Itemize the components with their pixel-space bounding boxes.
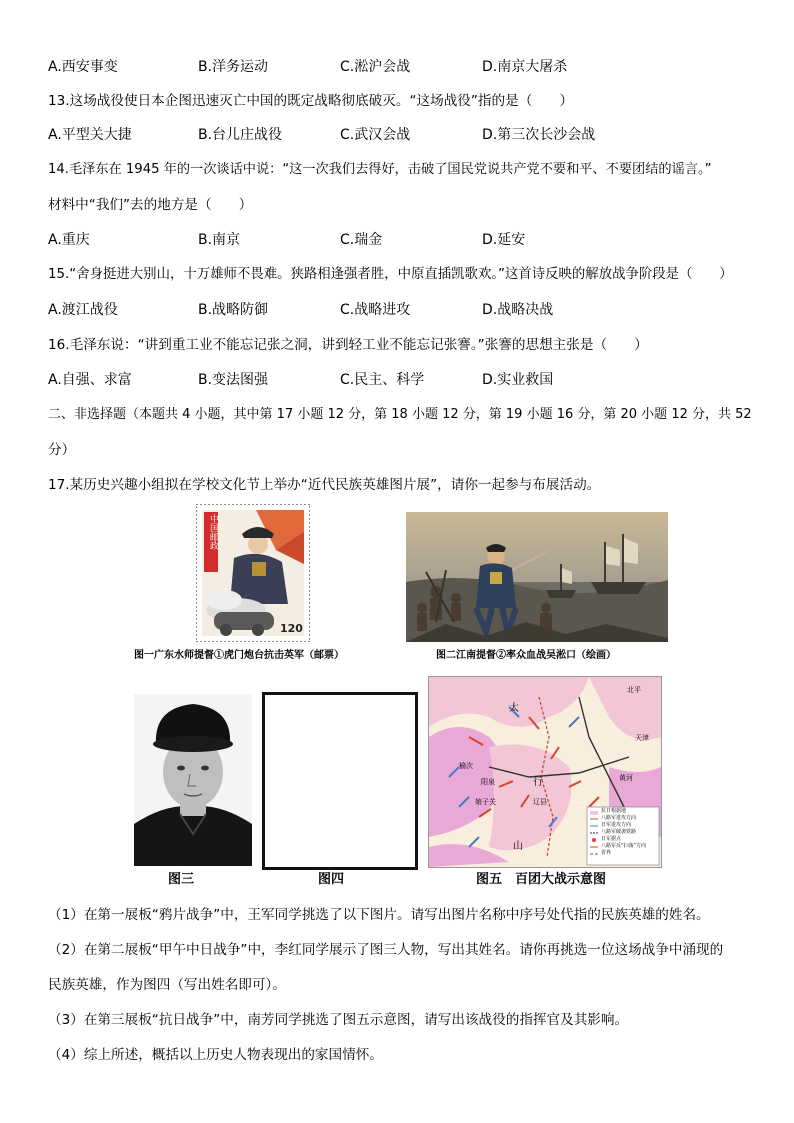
portrait-photo: [134, 694, 252, 866]
q17-sub2-line2: 民族英雄，作为图四（写出姓名即可）。: [48, 977, 286, 993]
figure-1-caption: 图一广东水师提督①虎门炮台抗击英军（邮票）: [134, 650, 344, 661]
q16-options: [48, 370, 748, 390]
q14-stem-line2: 材料中“我们”去的地方是（ ）: [48, 197, 253, 213]
map-label-yuci: 榆次: [459, 762, 473, 770]
legend-item: 日军据点: [601, 836, 622, 842]
q12-option-d[interactable]: D.南京大屠杀: [482, 59, 568, 75]
q12-option-a[interactable]: A.西安事变: [48, 59, 118, 75]
figure-2-caption: 图二江南提督②率众血战吴淞口（绘画）: [436, 650, 616, 661]
q16-option-b[interactable]: B.变法图强: [198, 372, 269, 388]
q14-stem-line1: 14.毛泽东在 1945 年的一次谈话中说：“这一次我们去得好，击破了国民党说共产党不要和平、不要团结的谣言。”: [48, 162, 712, 177]
q14-option-c[interactable]: C.瑞金: [340, 232, 383, 248]
q17-sub1: （1）在第一展板“鸦片战争”中，王军同学挑选了以下图片。请写出图片名称中序号处代指的民族英雄的姓名。: [48, 907, 710, 923]
q14-option-d[interactable]: D.延安: [482, 232, 526, 248]
figure-5-caption: 图五 百团大战示意图: [476, 872, 607, 887]
q15-option-a[interactable]: A.渡江战役: [48, 302, 118, 318]
q14-option-b[interactable]: B.南京: [198, 232, 241, 248]
q16-option-a[interactable]: A.自强、求富: [48, 372, 132, 388]
battle-painting-image: [406, 512, 668, 642]
map-label-liaoxian: 辽县: [533, 798, 547, 806]
legend-item: 日军进攻方向: [601, 822, 632, 828]
q15-option-d[interactable]: D.战略决战: [482, 302, 554, 318]
q12-options: [48, 57, 748, 77]
section2-heading: 二、非选择题（本题共 4 小题，其中第 17 小题 12 分，第 18 小题 12 分，第 19 小题 16 分，第 20 小题 12 分，共 52: [48, 407, 752, 422]
q12-option-c[interactable]: C.淞沪会战: [340, 59, 411, 75]
q17-stem: 17.某历史兴趣小组拟在学校文化节上举办“近代民族英雄图片展”，请你一起参与布展活动。: [48, 477, 601, 493]
q17-sub3: （3）在第三展板“抗日战争”中，南芳同学挑选了图五示意图，请写出该战役的指挥官及其影响。: [48, 1012, 629, 1028]
map-label-shan: 山: [513, 841, 523, 852]
legend-item: 省界: [601, 850, 612, 856]
legend-item: 八路军反“扫荡”方向: [601, 843, 647, 849]
q14-options: [48, 230, 748, 250]
q16-option-c[interactable]: C.民主、科学: [340, 372, 425, 388]
legend-item: 抗日根据地: [601, 808, 627, 814]
legend-item: 八路军破袭铁路: [601, 829, 637, 835]
figure-4-caption: 图四: [318, 872, 345, 887]
q15-option-c[interactable]: C.战略进攻: [340, 302, 411, 318]
figure-3-portrait: [134, 694, 252, 866]
figure-4-blank-frame: [262, 692, 418, 870]
q13-option-b[interactable]: B.台儿庄战役: [198, 127, 283, 143]
map-label-niangziguan: 娘子关: [475, 798, 496, 806]
q13-option-c[interactable]: C.武汉会战: [340, 127, 411, 143]
q12-option-b[interactable]: B.洋务运动: [198, 59, 269, 75]
q14-option-a[interactable]: A.重庆: [48, 232, 90, 248]
q13-stem: 13.这场战役使日本企图迅速灭亡中国的既定战略彻底破灭。“这场战役”指的是（ ）: [48, 93, 574, 109]
q15-option-b[interactable]: B.战略防御: [198, 302, 269, 318]
q15-options: [48, 300, 748, 320]
map-label-beiping: 北平: [627, 686, 641, 694]
stamp-value-text: 120: [280, 622, 303, 635]
q13-option-a[interactable]: A.平型关大捷: [48, 127, 132, 143]
q16-option-d[interactable]: D.实业救国: [482, 372, 554, 388]
section2-heading-cont: 分）: [48, 442, 76, 458]
map-label-tai: 太: [509, 703, 519, 714]
map-label-river: 黄河: [619, 774, 633, 782]
stamp-country-text: 中国邮政: [208, 514, 218, 550]
q13-option-d[interactable]: D.第三次长沙会战: [482, 127, 596, 143]
map-label-tianjin: 天津: [635, 734, 649, 742]
q15-stem: 15.“舍身挺进大别山，十万雄师不畏难。狭路相逢强者胜，中原直插凯歌欢。”这首诗反映的解放战争阶段是（ ）: [48, 267, 733, 282]
q13-options: [48, 125, 748, 145]
figure-3-caption: 图三: [168, 872, 195, 887]
map-label-yangquan: 阳泉: [481, 778, 495, 786]
figure-1-stamp: [196, 504, 310, 642]
q16-stem: 16.毛泽东说：“讲到重工业不能忘记张之洞，讲到轻工业不能忘记张謇。”张謇的思想主张是（ ）: [48, 337, 648, 353]
map-label-hang: 行: [533, 777, 543, 788]
figure-2-painting: [406, 512, 668, 642]
map-legend: [601, 808, 646, 857]
q17-sub4: （4）综上所述，概括以上历史人物表现出的家国情怀。: [48, 1047, 383, 1063]
q17-sub2-line1: （2）在第二展板“甲午中日战争”中，李红同学展示了图三人物，写出其姓名。请你再挑选一位这场战争中涌现的: [48, 942, 724, 958]
figure-5-battle-map: [428, 676, 662, 868]
legend-item: 八路军进攻方向: [601, 815, 637, 821]
